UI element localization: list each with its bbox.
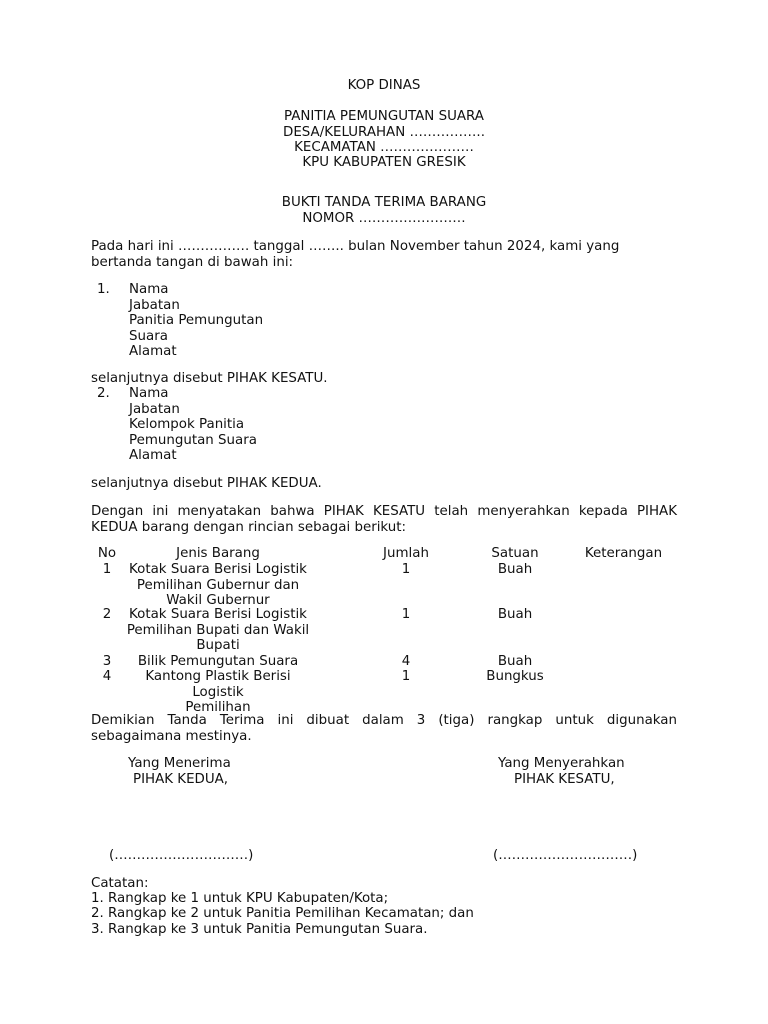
kop-dinas: KOP DINAS [347,78,421,93]
signature-left-name: (…………………………) [109,848,254,863]
table-cell-jenis-line: Kotak Suara Berisi Logistik [129,562,307,577]
table-cell-jenis-line: Pemilihan [185,700,251,715]
table-cell-jenis-line: Pemilihan Bupati dan Wakil [126,622,310,638]
table-cell-jenis-line: Kantong Plastik Berisi Logistik [145,669,291,700]
table-cell-jenis [121,669,315,716]
table-cell-no: 3 [102,654,112,669]
table-cell-jenis-line: Bilik Pemungutan Suara [137,654,299,669]
table-cell-no: 4 [102,669,112,684]
table-cell-jumlah: 1 [401,669,411,684]
table-cell-jenis-line: Kotak Suara Berisi Logistik [129,607,307,622]
table-header-satuan: Satuan [491,546,539,561]
table-cell-no: 1 [102,562,112,577]
table-cell-jenis [121,607,315,654]
table-cell-jenis-line: Bupati [196,638,240,653]
table-cell-jumlah: 1 [401,562,411,577]
table-cell-jenis [121,562,315,609]
party-2-line: Jabatan [129,401,180,417]
party-2-fields [129,386,299,464]
table-header-keterangan: Keterangan [584,546,663,561]
table-cell-satuan: Buah [497,562,533,577]
notes-item: 2. Rangkap ke 2 untuk Panitia Pemilihan Kecamatan; dan [91,906,474,921]
party-2-line: Alamat [129,448,177,463]
table-cell-jenis-line: Wakil Gubernur [166,593,270,608]
table-cell-no: 2 [102,607,112,622]
table-header-no: No [97,546,117,561]
party-1-line: Nama [129,282,169,297]
party-1-closing: selanjutnya disebut PIHAK KESATU. [91,371,328,386]
table-cell-satuan: Buah [497,607,533,622]
party-2-line: Pemungutan Suara [129,432,257,448]
party-1-fields [129,282,299,360]
document-title: BUKTI TANDA TERIMA BARANG [281,195,487,210]
table-cell-satuan: Buah [497,654,533,669]
party-2-closing: selanjutnya disebut PIHAK KEDUA. [91,476,322,491]
notes-item: 3. Rangkap ke 3 untuk Panitia Pemungutan Suara. [91,922,428,937]
party-2-line: Kelompok Panitia [129,417,245,432]
notes-item: 1. Rangkap ke 1 untuk KPU Kabupaten/Kota; [91,891,389,906]
table-header-jenis: Jenis Barang [176,546,260,561]
signature-right-party: PIHAK KESATU, [514,772,615,787]
party-1-line: Panitia Pemungutan [129,313,264,328]
party-1-number: 1. [97,282,110,297]
signature-right-role: Yang Menyerahkan [498,756,625,771]
party-2-number: 2. [97,386,110,401]
header-panitia: PANITIA PEMUNGUTAN SUARA [284,109,484,124]
table-header-jumlah: Jumlah [383,546,429,561]
table-cell-jenis [121,654,315,670]
signature-left-role: Yang Menerima [128,756,231,771]
document-number: NOMOR …………………… [302,211,466,226]
intro-paragraph: Pada hari ini ……………. tanggal …….. bulan November tahun 2024, kami yang bertanda tangan di bawah ini: [91,239,620,270]
table-cell-jumlah: 4 [401,654,411,669]
statement-paragraph: Dengan ini menyatakan bahwa PIHAK KESATU telah menyerahkan kepada PIHAK KEDUA barang dengan rincian sebagai berikut: [91,504,677,535]
notes-title: Catatan: [91,876,149,891]
header-kpu: KPU KABUPATEN GRESIK [302,155,466,170]
signature-right-name: (…………………………) [493,848,638,863]
table-cell-jumlah: 1 [401,607,411,622]
closing-paragraph: Demikian Tanda Terima ini dibuat dalam 3 (tiga) rangkap untuk digunakan sebagaimana mestinya. [91,713,677,744]
party-1-line: Jabatan [129,297,180,313]
party-1-line: Alamat [129,344,177,359]
party-2-line: Nama [129,386,169,401]
header-desa: DESA/KELURAHAN …………….. [283,125,485,140]
table-cell-jenis-line: Pemilihan Gubernur dan [136,577,300,593]
signature-left-party: PIHAK KEDUA, [133,772,229,787]
party-1-line: Suara [129,328,168,344]
table-cell-satuan: Bungkus [486,669,544,684]
header-kecamatan: KECAMATAN ………………… [294,140,474,155]
